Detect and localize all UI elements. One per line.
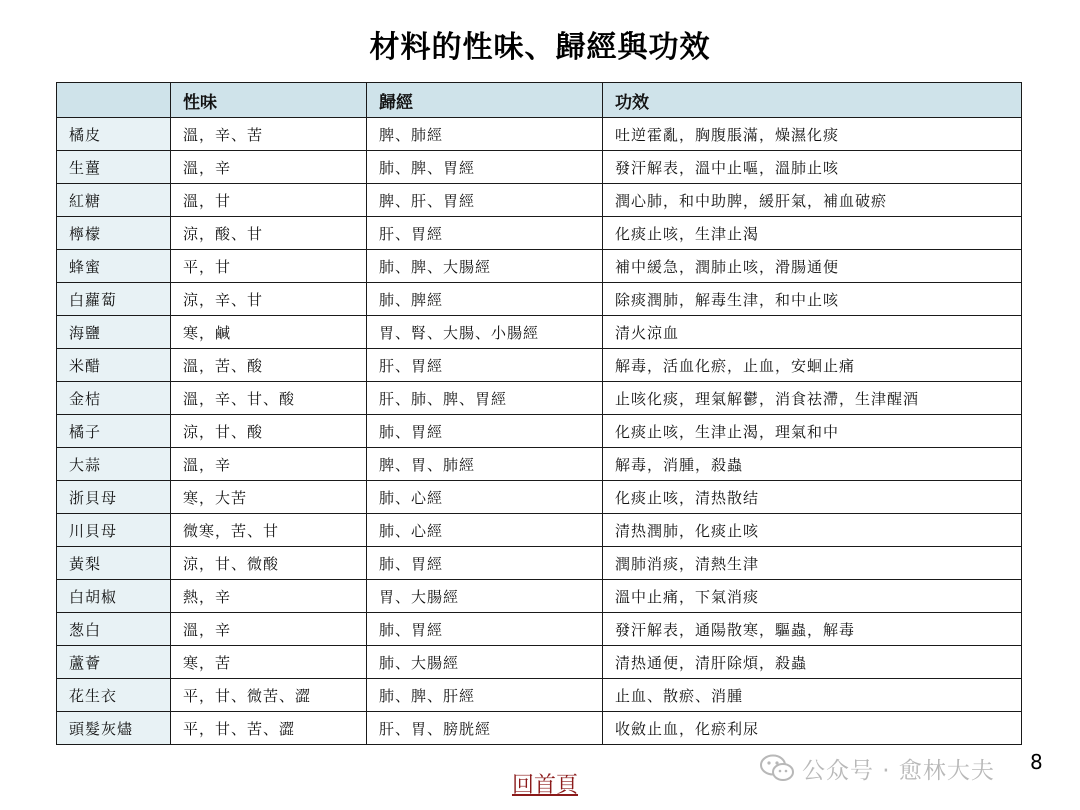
meridian-cell: 胃、大腸經	[367, 580, 603, 613]
table-row	[57, 547, 1022, 580]
wechat-icon	[760, 754, 794, 782]
herb-name-cell: 米醋	[57, 349, 171, 382]
nature-cell: 熱，辛	[171, 580, 367, 613]
effect-cell: 溫中止痛，下氣消痰	[603, 580, 1022, 613]
nature-cell: 溫，辛、甘、酸	[171, 382, 367, 415]
herb-name-cell: 浙貝母	[57, 481, 171, 514]
herb-name-cell: 蜂蜜	[57, 250, 171, 283]
nature-cell: 溫，辛	[171, 448, 367, 481]
herb-name-cell: 橘皮	[57, 118, 171, 151]
effect-cell: 化痰止咳，生津止渴	[603, 217, 1022, 250]
meridian-cell: 肝、胃、膀胱經	[367, 712, 603, 745]
nature-cell: 涼，甘、微酸	[171, 547, 367, 580]
meridian-cell: 肺、胃經	[367, 613, 603, 646]
table-row	[57, 316, 1022, 349]
table-row	[57, 514, 1022, 547]
effect-cell: 發汗解表，通陽散寒，驅蟲，解毒	[603, 613, 1022, 646]
herb-name-cell: 白胡椒	[57, 580, 171, 613]
nature-cell: 微寒，苦、甘	[171, 514, 367, 547]
herb-name-cell: 生薑	[57, 151, 171, 184]
herb-name-cell: 海鹽	[57, 316, 171, 349]
page-number: 8	[1030, 750, 1043, 774]
herb-name-cell: 橘子	[57, 415, 171, 448]
watermark	[760, 752, 995, 784]
table-row	[57, 448, 1022, 481]
meridian-cell: 肺、胃經	[367, 415, 603, 448]
effect-cell: 清热通便，清肝除煩，殺蟲	[603, 646, 1022, 679]
table-row	[57, 184, 1022, 217]
herb-name-cell: 白蘿蔔	[57, 283, 171, 316]
effect-cell: 化痰止咳，生津止渴，理氣和中	[603, 415, 1022, 448]
table-body	[57, 118, 1022, 745]
herb-name-cell: 大蒜	[57, 448, 171, 481]
effect-cell: 除痰潤肺，解毒生津，和中止咳	[603, 283, 1022, 316]
nature-cell: 寒，鹹	[171, 316, 367, 349]
meridian-cell: 脾、胃、肺經	[367, 448, 603, 481]
meridian-cell: 肺、心經	[367, 514, 603, 547]
header-cell-effect: 功效	[603, 83, 1022, 118]
herb-name-cell: 紅糖	[57, 184, 171, 217]
table-row	[57, 349, 1022, 382]
effect-cell: 解毒，消腫，殺蟲	[603, 448, 1022, 481]
meridian-cell: 胃、腎、大腸、小腸經	[367, 316, 603, 349]
herb-name-cell: 川貝母	[57, 514, 171, 547]
meridian-cell: 脾、肺經	[367, 118, 603, 151]
table-row	[57, 613, 1022, 646]
meridian-cell: 肝、肺、脾、胃經	[367, 382, 603, 415]
nature-cell: 溫，甘	[171, 184, 367, 217]
nature-cell: 平，甘、微苦、澀	[171, 679, 367, 712]
table-row	[57, 250, 1022, 283]
meridian-cell: 肺、脾、肝經	[367, 679, 603, 712]
meridian-cell: 脾、肝、胃經	[367, 184, 603, 217]
table-row	[57, 580, 1022, 613]
meridian-cell: 肺、胃經	[367, 547, 603, 580]
herb-name-cell: 葱白	[57, 613, 171, 646]
effect-cell: 潤肺消痰，清熱生津	[603, 547, 1022, 580]
effect-cell: 潤心肺，和中助脾，緩肝氣，補血破瘀	[603, 184, 1022, 217]
nature-cell: 溫，辛	[171, 613, 367, 646]
meridian-cell: 肺、心經	[367, 481, 603, 514]
nature-cell: 平，甘、苦、澀	[171, 712, 367, 745]
table-row	[57, 151, 1022, 184]
header-cell-nature: 性味	[171, 83, 367, 118]
nature-cell: 涼，酸、甘	[171, 217, 367, 250]
home-link[interactable]: 回首頁	[511, 773, 578, 798]
herb-table	[56, 82, 1022, 745]
herb-name-cell: 頭髮灰燼	[57, 712, 171, 745]
nature-cell: 涼，甘、酸	[171, 415, 367, 448]
table-row	[57, 712, 1022, 745]
effect-cell: 止咳化痰，理氣解鬱，消食祛滯，生津醒酒	[603, 382, 1022, 415]
effect-cell: 發汗解表，溫中止嘔，溫肺止咳	[603, 151, 1022, 184]
meridian-cell: 肺、大腸經	[367, 646, 603, 679]
effect-cell: 吐逆霍亂，胸腹脹滿，燥濕化痰	[603, 118, 1022, 151]
nature-cell: 溫，苦、酸	[171, 349, 367, 382]
table-row	[57, 481, 1022, 514]
effect-cell: 清热潤肺，化痰止咳	[603, 514, 1022, 547]
herb-name-cell: 花生衣	[57, 679, 171, 712]
table-row	[57, 415, 1022, 448]
meridian-cell: 肺、脾、大腸經	[367, 250, 603, 283]
effect-cell: 解毒，活血化瘀，止血，安蛔止痛	[603, 349, 1022, 382]
effect-cell: 化痰止咳，清热散结	[603, 481, 1022, 514]
nature-cell: 寒，大苦	[171, 481, 367, 514]
table-header-row	[57, 83, 1022, 118]
table-row	[57, 679, 1022, 712]
nature-cell: 平，甘	[171, 250, 367, 283]
meridian-cell: 肝、胃經	[367, 349, 603, 382]
nature-cell: 溫，辛	[171, 151, 367, 184]
meridian-cell: 肺、脾、胃經	[367, 151, 603, 184]
table-row	[57, 283, 1022, 316]
effect-cell: 止血、散瘀、消腫	[603, 679, 1022, 712]
header-cell-meridian: 歸經	[367, 83, 603, 118]
table-row	[57, 382, 1022, 415]
effect-cell: 補中緩急，潤肺止咳，滑腸通便	[603, 250, 1022, 283]
meridian-cell: 肺、脾經	[367, 283, 603, 316]
table-row	[57, 217, 1022, 250]
herb-name-cell: 蘆薈	[57, 646, 171, 679]
herb-name-cell: 金桔	[57, 382, 171, 415]
herb-name-cell: 檸檬	[57, 217, 171, 250]
effect-cell: 清火涼血	[603, 316, 1022, 349]
herb-name-cell: 黃梨	[57, 547, 171, 580]
table-row	[57, 646, 1022, 679]
effect-cell: 收斂止血，化瘀利尿	[603, 712, 1022, 745]
nature-cell: 寒，苦	[171, 646, 367, 679]
nature-cell: 溫，辛、苦	[171, 118, 367, 151]
meridian-cell: 肝、胃經	[367, 217, 603, 250]
watermark-text: 公众号 · 愈林大夫	[802, 757, 995, 784]
nature-cell: 涼，辛、甘	[171, 283, 367, 316]
header-cell-name	[57, 83, 171, 118]
page-title: 材料的性味、歸經與功效	[369, 30, 711, 65]
table-row	[57, 118, 1022, 151]
